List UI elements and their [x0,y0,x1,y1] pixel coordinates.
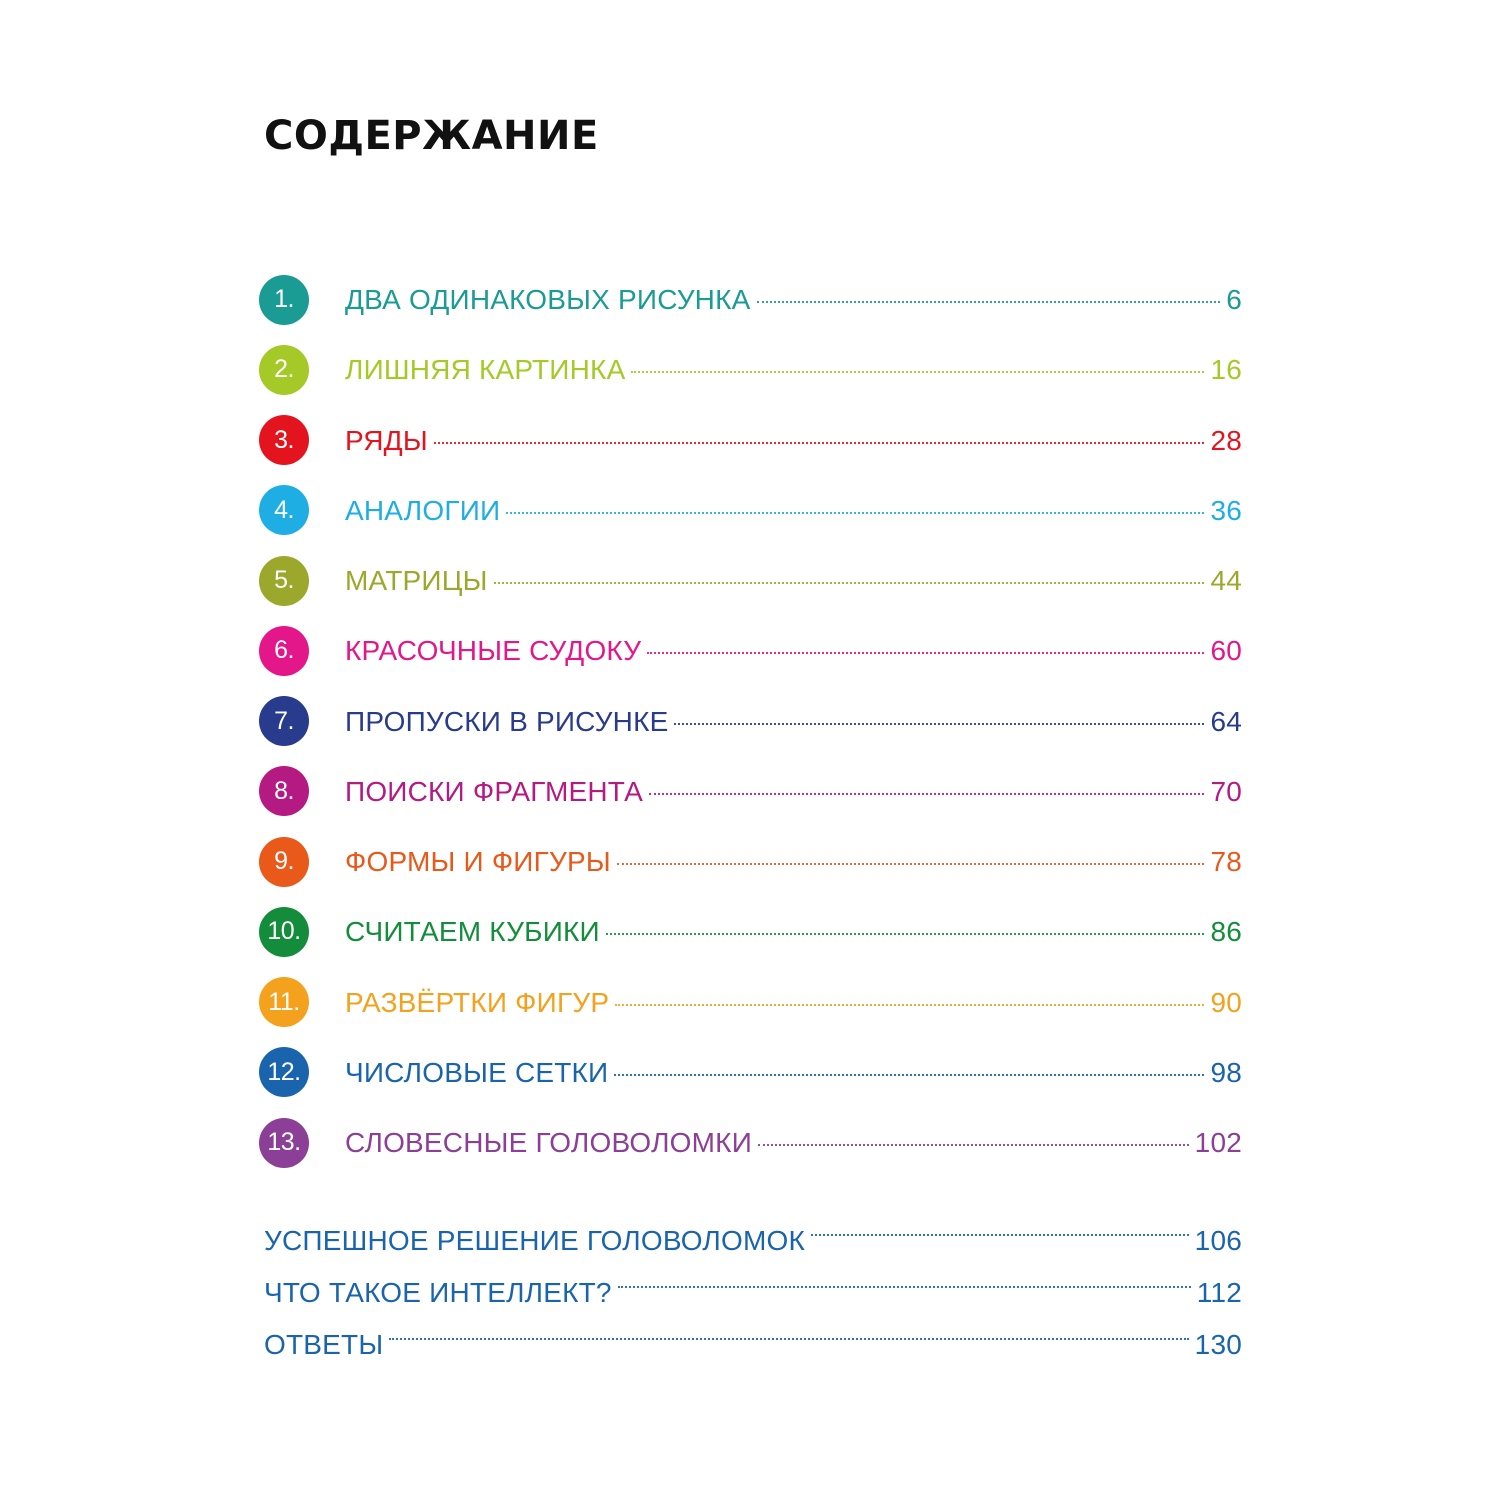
appendix-page-number: 112 [1196,1277,1242,1308]
dot-leader [617,863,1205,865]
chapter-title: ПОИСКИ ФРАГМЕНТА [345,775,644,807]
chapter-number-badge [259,556,309,606]
toc-line [345,424,1242,458]
appendix-page-number: 130 [1194,1329,1242,1360]
toc-chapter-item[interactable] [259,265,1242,335]
dot-leader [434,442,1205,444]
toc-line [345,564,1242,598]
toc-line [345,283,1242,317]
toc-line [345,353,1242,387]
appendix-title: УСПЕШНОЕ РЕШЕНИЕ ГОЛОВОЛОМОК [264,1225,806,1256]
chapter-page-number: 90 [1210,986,1242,1018]
chapter-number-badge [259,415,309,465]
chapter-number: 12. [267,1057,301,1086]
chapter-page-number: 44 [1210,565,1242,597]
chapter-number: 13. [267,1128,301,1157]
toc-appendix-item[interactable] [264,1319,1242,1371]
dot-leader [674,723,1204,725]
dot-leader [758,1144,1189,1146]
chapter-number-badge [259,696,309,746]
chapter-number: 8. [274,776,294,805]
toc-chapter-item[interactable] [259,406,1242,476]
chapter-page-number: 36 [1210,494,1242,526]
dot-leader [389,1338,1188,1340]
chapter-page-number: 98 [1210,1056,1242,1088]
chapter-number: 4. [274,495,294,524]
toc-appendix-item[interactable] [264,1267,1242,1319]
dot-leader [618,1286,1191,1288]
toc-line [345,915,1242,949]
appendix-page-number: 106 [1194,1225,1242,1256]
chapter-title: РАЗВЁРТКИ ФИГУР [345,986,610,1018]
chapter-title: СЛОВЕСНЫЕ ГОЛОВОЛОМКИ [345,1127,753,1159]
chapter-number: 3. [274,425,294,454]
chapter-title: МАТРИЦЫ [345,565,488,597]
chapter-number: 6. [274,636,294,665]
chapter-page-number: 6 [1226,284,1242,316]
chapter-title: ЧИСЛОВЫЕ СЕТКИ [345,1056,609,1088]
toc-line [345,1126,1242,1160]
chapter-page-number: 28 [1210,424,1242,456]
dot-leader [811,1234,1189,1236]
appendix-title: ЧТО ТАКОЕ ИНТЕЛЛЕКТ? [264,1277,612,1308]
chapter-title: ПРОПУСКИ В РИСУНКЕ [345,705,669,737]
toc-line [345,986,1242,1020]
dot-leader [631,371,1204,373]
chapter-number: 2. [274,355,294,384]
chapter-title: ЛИШНЯЯ КАРТИНКА [345,354,626,386]
chapter-page-number: 78 [1210,846,1242,878]
chapter-number-badge [259,345,309,395]
chapter-number-badge [259,485,309,535]
chapter-page-number: 64 [1210,705,1242,737]
dot-leader [649,793,1204,795]
toc-appendix-item[interactable] [264,1215,1242,1267]
chapter-number: 5. [274,566,294,595]
chapter-number: 11. [268,987,300,1016]
toc-chapter-item[interactable] [259,1038,1242,1108]
toc-chapter-item[interactable] [259,968,1242,1038]
chapter-page-number: 70 [1210,775,1242,807]
appendix-list [264,1215,1242,1371]
chapter-number-badge [259,1118,309,1168]
chapter-title: АНАЛОГИИ [345,494,501,526]
chapter-title: ДВА ОДИНАКОВЫХ РИСУНКА [345,284,751,316]
toc-line [345,845,1242,879]
chapter-title: СЧИТАЕМ КУБИКИ [345,916,600,948]
chapter-title: КРАСОЧНЫЕ СУДОКУ [345,635,642,667]
chapter-page-number: 16 [1210,354,1242,386]
toc-chapter-item[interactable] [259,546,1242,616]
chapter-number-badge [259,766,309,816]
chapter-title: ФОРМЫ И ФИГУРЫ [345,846,611,878]
toc-line [345,775,1242,809]
dot-leader [647,652,1204,654]
appendix-title: ОТВЕТЫ [264,1329,384,1360]
chapter-title: РЯДЫ [345,424,428,456]
toc-chapter-item[interactable] [259,616,1242,686]
chapter-number-badge [259,626,309,676]
toc-chapter-item[interactable] [259,827,1242,897]
dot-leader [506,512,1204,514]
chapter-list [259,265,1242,1178]
chapter-number-badge [259,907,309,957]
dot-leader [614,1074,1204,1076]
chapter-number: 9. [274,847,294,876]
toc-line [345,1056,1242,1090]
toc-chapter-item[interactable] [259,687,1242,757]
toc-line [345,494,1242,528]
page-title: СОДЕРЖАНИЕ [264,113,599,159]
toc-line [345,634,1242,668]
dot-leader [494,582,1205,584]
chapter-number-badge [259,837,309,887]
dot-leader [606,933,1205,935]
toc-line [345,705,1242,739]
toc-chapter-item[interactable] [259,1108,1242,1178]
toc-chapter-item[interactable] [259,897,1242,967]
chapter-number: 10. [267,917,301,946]
toc-chapter-item[interactable] [259,757,1242,827]
dot-leader [757,301,1221,303]
chapter-number: 1. [274,285,294,314]
toc-chapter-item[interactable] [259,476,1242,546]
chapter-number-badge [259,977,309,1027]
chapter-number-badge [259,1047,309,1097]
toc-chapter-item[interactable] [259,335,1242,405]
chapter-number: 7. [274,706,294,735]
chapter-number-badge [259,275,309,325]
chapter-page-number: 86 [1210,916,1242,948]
chapter-page-number: 60 [1210,635,1242,667]
dot-leader [615,1004,1204,1006]
chapter-page-number: 102 [1194,1127,1242,1159]
